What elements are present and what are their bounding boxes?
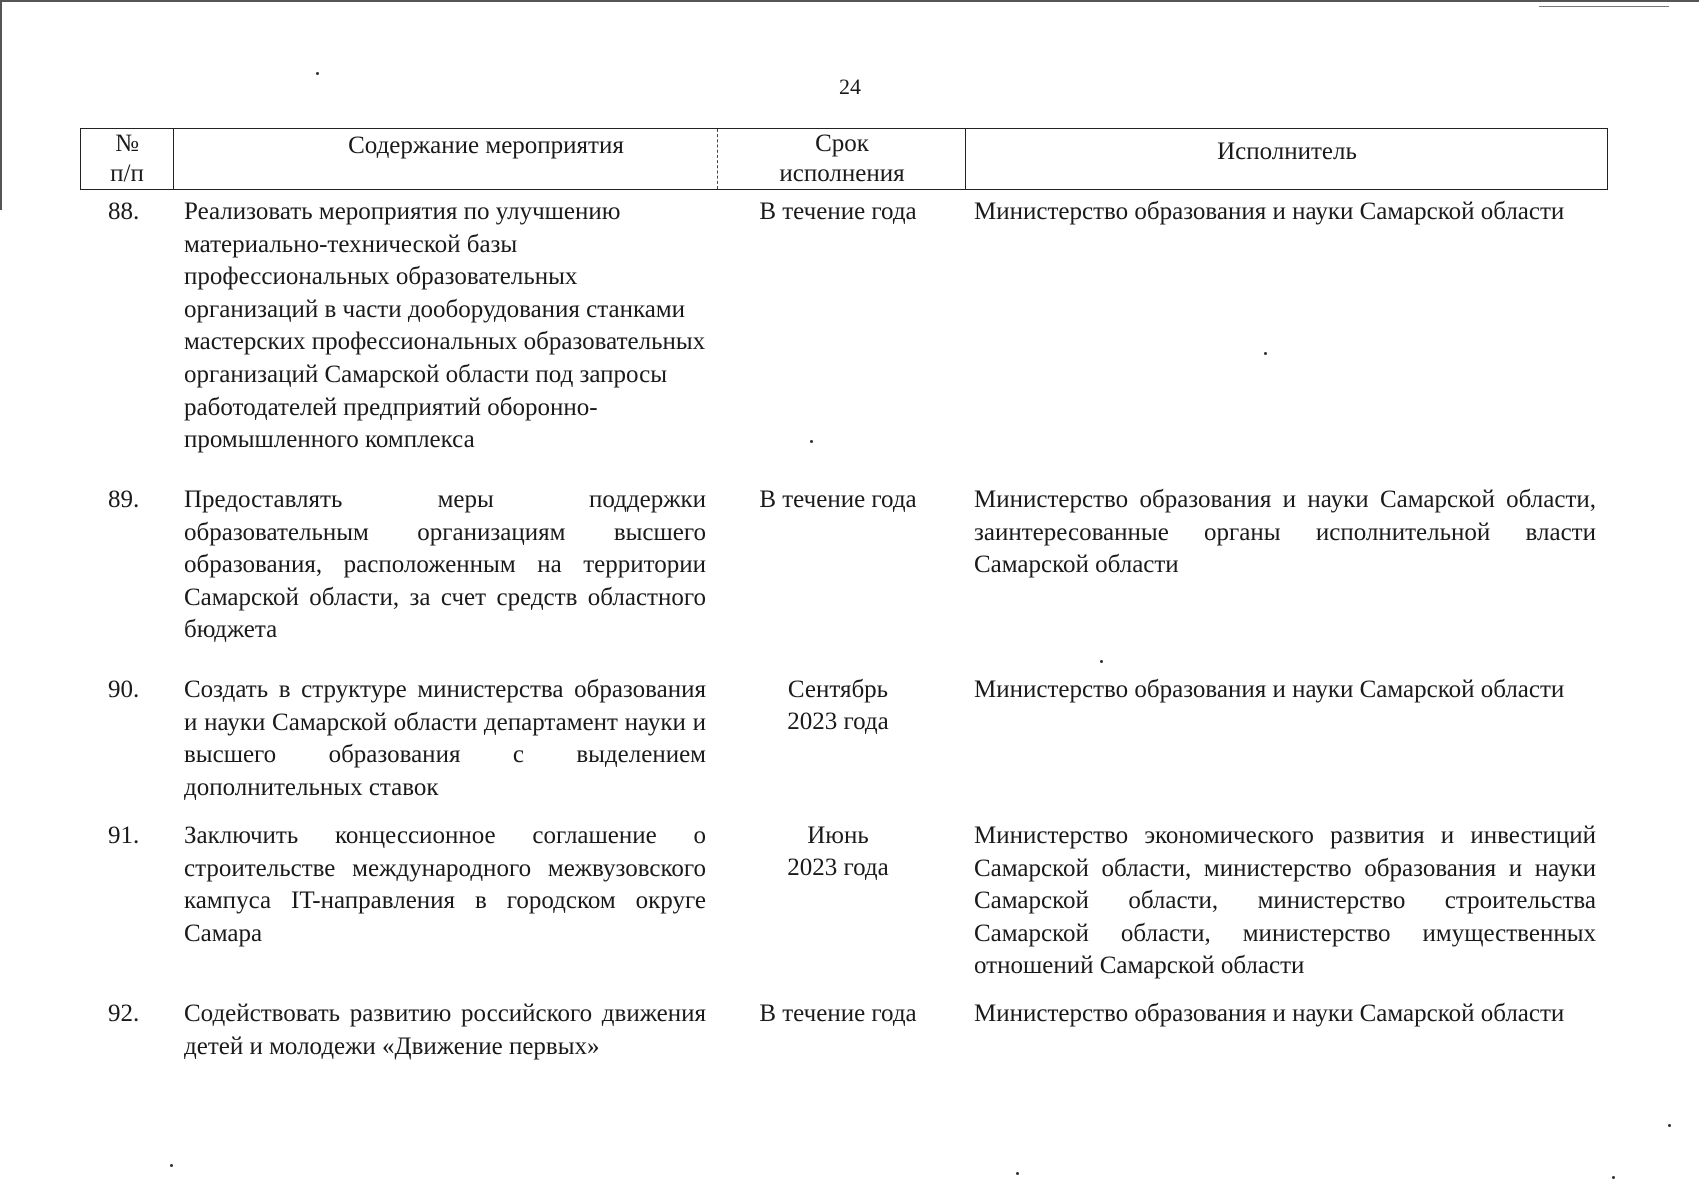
scan-corner-mark (1539, 6, 1669, 7)
scan-speck (1100, 660, 1103, 663)
row-number: 88. (108, 198, 140, 225)
row-executor: Министерство экономического развития и инвестиций Самарской области, министерство образования и науки Самарской области, министерство строительства Самарской области, министерство имущественных отношений Самарской области (974, 822, 1596, 980)
row-content-text: Реализовать мероприятия по улучшению материально-технической базы профессиональных образовательных организаций в части дооборудования станками мастерских профессиональных образовательных организаций Самарской области под запросы работодателей предприятий оборонно-промышленного комплекса (184, 198, 706, 454)
scan-border-left (0, 0, 2, 210)
scan-speck (810, 440, 813, 443)
row-deadline (722, 484, 954, 516)
row-deadline (722, 820, 954, 884)
row-number: 92. (108, 1000, 140, 1027)
row-deadline-line: Сентябрь (787, 676, 889, 703)
row-deadline (722, 196, 954, 228)
row-deadline-line: В течение года (759, 486, 917, 513)
row-executor: Министерство образования и науки Самарской области (974, 198, 1565, 225)
row-content: Содействовать развитию российского движения детей и молодежи «Движение первых» (184, 1000, 706, 1060)
scan-speck (1668, 1124, 1671, 1127)
scan-speck (316, 72, 319, 75)
row-executor: Министерство образования и науки Самарской области (974, 1000, 1565, 1027)
row-content: Предоставлять меры поддержки образовательным организациям высшего образования, расположенным на территории Самарской области, за счет средств областного бюджета (184, 486, 706, 644)
row-deadline (722, 674, 954, 738)
row-deadline-line: 2023 года (787, 854, 889, 881)
row-number: 90. (108, 676, 140, 703)
scan-speck (1264, 352, 1267, 355)
page-number: 24 (839, 74, 861, 99)
scan-speck (170, 1164, 173, 1167)
header-executor: Исполнитель (1217, 138, 1357, 165)
header-divider-3 (965, 129, 966, 189)
header-number-line-2: п/п (110, 160, 144, 187)
header-divider-1 (173, 129, 174, 189)
row-content (184, 196, 706, 457)
row-deadline-line: 2023 года (787, 708, 889, 735)
header-deadline-line-1: Срок (815, 130, 869, 157)
row-content: Создать в структуре министерства образования и науки Самарской области департамент науки и высшего образования с выделением дополнительных ставок (184, 676, 706, 801)
scan-speck (1016, 1172, 1019, 1175)
row-deadline-line: В течение года (759, 198, 917, 225)
table-header (80, 128, 1608, 190)
scan-border-top (0, 0, 1699, 2)
row-number: 91. (108, 822, 140, 849)
scan-speck (1612, 1176, 1615, 1179)
header-number-line-1: № (115, 130, 139, 157)
row-deadline-line: В течение года (759, 1000, 917, 1027)
row-number: 89. (108, 486, 140, 513)
header-deadline (719, 129, 965, 189)
row-content: Заключить концессионное соглашение о строительстве международного межвузовского кампуса IT-направления в городском округе Самара (184, 822, 706, 947)
header-number (81, 129, 173, 189)
row-deadline (722, 998, 954, 1030)
header-divider-2 (717, 129, 718, 189)
header-deadline-line-2: исполнения (779, 160, 905, 187)
row-executor: Министерство образования и науки Самарской области, заинтересованные органы исполнительной власти Самарской области (974, 486, 1596, 579)
row-deadline-line: Июнь (807, 822, 869, 849)
header-content: Содержание мероприятия (348, 132, 624, 159)
row-executor: Министерство образования и науки Самарской области (974, 676, 1565, 703)
